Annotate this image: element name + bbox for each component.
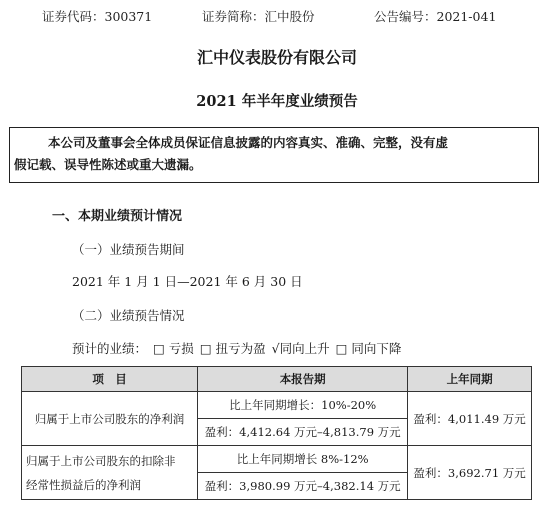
row1-prior: 盈利：4,011.49 万元 xyxy=(408,392,532,446)
option-decrease: □ 同向下降 xyxy=(335,341,402,356)
subsection-period-heading: （一）业绩预告期间 xyxy=(72,242,185,257)
disclosure-notice-box xyxy=(9,127,539,183)
notice-line-2: 假记载、误导性陈述或重大遗漏。 xyxy=(14,157,202,172)
header-prior-period: 上年同期 xyxy=(408,367,532,392)
row2-growth: 比上年同期增长 8%-12% xyxy=(198,446,408,473)
header-current-period: 本报告期 xyxy=(198,367,408,392)
row2-item xyxy=(22,446,198,500)
row2-item-line2: 经常性损益后的净利润 xyxy=(26,477,141,492)
forecast-type-line xyxy=(72,339,407,357)
option-turnaround: □ 扭亏为盈 xyxy=(199,341,266,356)
row2-profit: 盈利：3,980.99 万元–4,382.14 万元 xyxy=(198,473,408,500)
header-item: 项 目 xyxy=(22,367,198,392)
subsection-forecast-heading: （二）业绩预告情况 xyxy=(72,308,185,323)
performance-forecast-table xyxy=(21,366,532,500)
document-title: 2021 年半年度业绩预告 xyxy=(196,93,358,110)
notice-line-1: 本公司及董事会全体成员保证信息披露的内容真实、准确、完整，没有虚 xyxy=(48,135,449,150)
stock-short-name: 证券简称：汇中股份 xyxy=(202,9,315,24)
row1-profit: 盈利：4,412.64 万元–4,813.79 万元 xyxy=(198,419,408,446)
section-heading-1: 一、本期业绩预计情况 xyxy=(52,209,183,224)
forecast-period: 2021 年 1 月 1 日—2021 年 6 月 30 日 xyxy=(72,274,303,289)
table-row xyxy=(22,392,532,419)
option-increase: √同向上升 xyxy=(271,341,330,356)
row2-item-line1: 归属于上市公司股东的扣除非 xyxy=(26,453,176,468)
table-row xyxy=(22,446,532,473)
row1-growth: 比上年同期增长：10%-20% xyxy=(198,392,408,419)
table-header-row xyxy=(22,367,532,392)
forecast-label: 预计的业绩： xyxy=(72,341,148,356)
company-name: 汇中仪表股份有限公司 xyxy=(196,48,357,67)
row2-prior: 盈利：3,692.71 万元 xyxy=(408,446,532,500)
stock-code: 证券代码：300371 xyxy=(42,9,153,24)
announcement-number: 公告编号：2021-041 xyxy=(374,9,497,24)
row1-item: 归属于上市公司股东的净利润 xyxy=(22,392,198,446)
option-loss: □ 亏损 xyxy=(153,341,194,356)
